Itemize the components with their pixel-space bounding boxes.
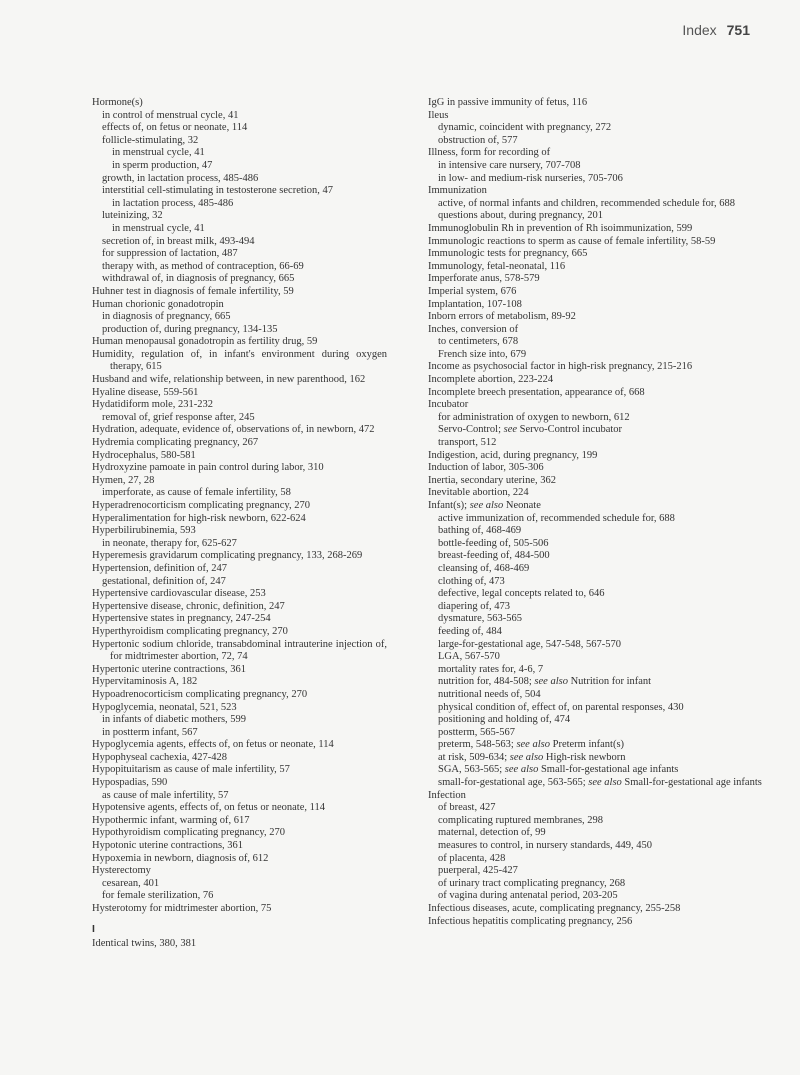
index-entry: Hypertonic sodium chloride, transabdominal intrauterine injection of, for midtrimester abortion, 72, 74	[92, 638, 387, 663]
index-entry: Hydrocephalus, 580-581	[92, 449, 196, 461]
index-subentry: questions about, during pregnancy, 201	[438, 210, 603, 222]
index-subentry: puerperal, 425-427	[438, 865, 518, 877]
index-entry: Inertia, secondary uterine, 362	[428, 474, 556, 486]
index-subentry	[428, 764, 773, 777]
index-entry: Hypoglycemia agents, effects of, on fetus or neonate, 114	[92, 739, 334, 751]
index-subentry: of placenta, 428	[438, 852, 506, 864]
index-column-right	[428, 97, 773, 928]
index-entry: Hyperthyroidism complicating pregnancy, 270	[92, 625, 288, 637]
index-subentry: withdrawal of, in diagnosis of pregnancy, 665	[102, 273, 295, 285]
index-entry: Indigestion, acid, during pregnancy, 199	[428, 449, 598, 461]
index-subentry: postterm, 565-567	[438, 726, 515, 738]
index-entry: Hypothyroidism complicating pregnancy, 270	[92, 827, 285, 839]
index-entry: Hypothermic infant, warming of, 617	[92, 814, 250, 826]
running-head: Index	[682, 22, 717, 38]
entry-text: SGA, 563-565;	[438, 764, 505, 776]
index-subentry: for administration of oxygen to newborn, 612	[438, 411, 630, 423]
index-subentry: mortality rates for, 4-6, 7	[438, 663, 544, 675]
index-subentry: in postterm infant, 567	[102, 726, 198, 738]
index-entry: Hypertensive cardiovascular disease, 253	[92, 588, 266, 600]
page-header	[682, 22, 750, 38]
index-subentry: transport, 512	[438, 437, 497, 449]
index-entry: Hypoxemia in newborn, diagnosis of, 612	[92, 852, 269, 864]
index-subentry: follicle-stimulating, 32	[102, 134, 199, 146]
index-entry: Induction of labor, 305-306	[428, 462, 544, 474]
index-subentry: interstitial cell-stimulating in testosterone secretion, 47	[102, 185, 333, 197]
index-entry: Hydroxyzine pamoate in pain control during labor, 310	[92, 462, 324, 474]
index-entry: Inches, conversion of	[428, 323, 519, 335]
index-entry: Immunization	[428, 185, 487, 197]
index-entry: Hypotensive agents, effects of, on fetus or neonate, 114	[92, 802, 325, 814]
index-subentry: gestational, definition of, 247	[102, 575, 226, 587]
index-entry: Hypophyseal cachexia, 427-428	[92, 751, 227, 763]
index-subentry: active immunization of, recommended schedule for, 688	[438, 512, 675, 524]
index-subentry: obstruction of, 577	[438, 134, 518, 146]
index-subentry	[428, 777, 773, 790]
cross-reference-label: see also	[504, 764, 539, 776]
index-subentry: in diagnosis of pregnancy, 665	[102, 311, 231, 323]
index-subentry: French size into, 679	[438, 348, 527, 360]
index-entry: Husband and wife, relationship between, in new parenthood, 162	[92, 374, 366, 386]
index-entry: Hyperemesis gravidarum complicating pregnancy, 133, 268-269	[92, 550, 363, 562]
index-letter-heading: I	[92, 922, 95, 935]
index-subentry: in control of menstrual cycle, 41	[102, 109, 239, 121]
index-entry: Infectious diseases, acute, complicating pregnancy, 255-258	[428, 903, 681, 914]
index-entry: Identical twins, 380, 381	[92, 938, 197, 950]
index-subentry: dynamic, coincident with pregnancy, 272	[438, 122, 612, 134]
entry-text: Preterm infant(s)	[549, 739, 625, 751]
index-subentry: therapy with, as method of contraception, 66-69	[102, 260, 304, 272]
entry-text: Servo-Control;	[438, 424, 504, 436]
index-entry: Hysterectomy	[92, 865, 151, 877]
index-entry: Income as psychosocial factor in high-risk pregnancy, 215-216	[428, 361, 693, 373]
cross-reference-label: see also	[469, 500, 504, 511]
cross-reference-label: see	[503, 424, 518, 436]
index-entry: Hydremia complicating pregnancy, 267	[92, 437, 259, 449]
index-entry: Ileus	[428, 109, 449, 121]
index-entry: Inevitable abortion, 224	[428, 487, 529, 499]
index-entry: Hypoadrenocorticism complicating pregnancy, 270	[92, 688, 308, 700]
index-subentry: in menstrual cycle, 41	[112, 147, 205, 159]
index-entry: Human chorionic gonadotropin	[92, 298, 224, 310]
index-entry: Hymen, 27, 28	[92, 474, 155, 486]
index-subentry: dysmature, 563-565	[438, 613, 522, 625]
index-subentry: of vagina during antenatal period, 203-205	[438, 890, 618, 902]
index-subentry: for suppression of lactation, 487	[102, 248, 238, 260]
index-subentry: breast-feeding of, 484-500	[438, 550, 550, 562]
index-subentry: in intensive care nursery, 707-708	[438, 159, 581, 171]
index-subentry: growth, in lactation process, 485-486	[102, 172, 259, 184]
index-subentry: removal of, grief response after, 245	[102, 411, 255, 423]
index-subentry: active, of normal infants and children, recommended schedule for, 688	[438, 197, 735, 209]
index-entry: Huhner test in diagnosis of female infertility, 59	[92, 285, 294, 297]
index-subentry: in low- and medium-risk nurseries, 705-706	[438, 172, 623, 184]
index-subentry: complicating ruptured membranes, 298	[438, 814, 604, 826]
index-entry	[428, 500, 773, 513]
index-subentry: clothing of, 473	[438, 575, 505, 587]
index-entry: Hypertension, definition of, 247	[92, 562, 228, 574]
cross-reference-label: see also	[588, 777, 622, 789]
index-column-left	[92, 97, 387, 951]
index-entry: Hyperbilirubinemia, 593	[92, 525, 196, 537]
index-entry: Implantation, 107-108	[428, 298, 522, 310]
index-entry: Incomplete breech presentation, appearance of, 668	[428, 386, 645, 398]
index-subentry	[428, 752, 773, 765]
entry-text: Neonate	[503, 500, 541, 511]
entry-text: Infant(s);	[428, 500, 470, 511]
index-entry: Hormone(s)	[92, 97, 143, 108]
entry-text: Nutrition for infant	[567, 676, 652, 688]
index-entry: Immunologic tests for pregnancy, 665	[428, 248, 588, 260]
entry-text: High-risk newborn	[543, 751, 626, 763]
index-entry: IgG in passive immunity of fetus, 116	[428, 97, 588, 108]
index-entry: Hypopituitarism as cause of male infertility, 57	[92, 764, 290, 776]
index-subentry: imperforate, as cause of female infertility, 58	[102, 487, 291, 499]
index-subentry: large-for-gestational age, 547-548, 567-570	[438, 638, 621, 650]
index-subentry: in menstrual cycle, 41	[112, 222, 205, 234]
page-number: 751	[726, 22, 750, 38]
index-subentry: positioning and holding of, 474	[438, 714, 571, 726]
index-subentry: cleansing of, 468-469	[438, 562, 530, 574]
index-entry: Infection	[428, 789, 466, 801]
index-entry: Hypervitaminosis A, 182	[92, 676, 198, 688]
index-entry: Hypertensive disease, chronic, definition, 247	[92, 600, 285, 612]
index-subentry: production of, during pregnancy, 134-135	[102, 323, 278, 335]
entry-text: nutrition for, 484-508;	[438, 676, 535, 688]
index-entry: Humidity, regulation of, in infant's environment during oxygen therapy, 615	[92, 348, 387, 373]
entry-text: Servo-Control incubator	[517, 424, 623, 436]
index-subentry: bottle-feeding of, 505-506	[438, 537, 549, 549]
index-entry: Infectious hepatitis complicating pregnancy, 256	[428, 915, 633, 927]
cross-reference-label: see also	[509, 751, 544, 763]
index-entry: Illness, form for recording of	[428, 147, 551, 159]
index-entry: Incomplete abortion, 223-224	[428, 374, 554, 386]
index-entry: Immunologic reactions to sperm as cause of female infertility, 58-59	[428, 235, 716, 247]
index-entry: Human menopausal gonadotropin as fertility drug, 59	[92, 336, 318, 348]
index-subentry: of breast, 427	[438, 802, 496, 814]
index-subentry: effects of, on fetus or neonate, 114	[102, 122, 248, 134]
entry-text: small-for-gestational age, 563-565;	[438, 777, 589, 789]
entry-text: Small-for-gestational age infants	[538, 764, 679, 776]
index-subentry: in sperm production, 47	[112, 159, 213, 171]
index-entry: Hypertensive states in pregnancy, 247-254	[92, 613, 271, 625]
index-subentry: LGA, 567-570	[438, 651, 500, 663]
index-subentry	[428, 424, 773, 437]
index-subentry: feeding of, 484	[438, 625, 502, 637]
index-entry: Hydatidiform mole, 231-232	[92, 399, 214, 411]
index-subentry	[428, 676, 773, 689]
index-subentry: as cause of male infertility, 57	[102, 789, 229, 801]
index-subentry: luteinizing, 32	[102, 210, 163, 222]
index-entry: Imperforate anus, 578-579	[428, 273, 540, 285]
index-entry: Hypoglycemia, neonatal, 521, 523	[92, 701, 237, 713]
index-entry: Hyaline disease, 559-561	[92, 386, 199, 398]
index-subentry: for female sterilization, 76	[102, 890, 214, 902]
entry-text: preterm, 548-563;	[438, 739, 517, 751]
cross-reference-label: see also	[516, 739, 550, 751]
index-subentry: defective, legal concepts related to, 646	[438, 588, 605, 600]
index-entry: Hyperalimentation for high-risk newborn, 622-624	[92, 512, 306, 524]
index-entry: Incubator	[428, 399, 469, 411]
index-entry: Hyperadrenocorticism complicating pregnancy, 270	[92, 500, 310, 511]
index-subentry: physical condition of, effect of, on parental responses, 430	[438, 701, 684, 713]
index-subentry	[428, 739, 773, 752]
index-entry: Immunoglobulin Rh in prevention of Rh isoimmunization, 599	[428, 222, 693, 234]
index-subentry: to centimeters, 678	[438, 336, 519, 348]
index-subentry: maternal, detection of, 99	[438, 827, 546, 839]
entry-text: Small-for-gestational age infants	[621, 777, 762, 789]
index-subentry: in neonate, therapy for, 625-627	[102, 537, 237, 549]
index-subentry: in infants of diabetic mothers, 599	[102, 714, 247, 726]
index-entry: Immunology, fetal-neonatal, 116	[428, 260, 566, 272]
index-subentry: bathing of, 468-469	[438, 525, 522, 537]
index-entry: Hypertonic uterine contractions, 361	[92, 663, 246, 675]
index-subentry: diapering of, 473	[438, 600, 511, 612]
entry-text: at risk, 509-634;	[438, 751, 510, 763]
index-subentry: cesarean, 401	[102, 877, 160, 889]
index-subentry: nutritional needs of, 504	[438, 688, 541, 700]
index-entry: Hypotonic uterine contractions, 361	[92, 840, 244, 852]
index-entry: Hysterotomy for midtrimester abortion, 75	[92, 903, 272, 914]
index-entry: Hypospadias, 590	[92, 777, 168, 789]
index-subentry: of urinary tract complicating pregnancy, 268	[438, 877, 626, 889]
cross-reference-label: see also	[534, 676, 568, 688]
index-entry: Inborn errors of metabolism, 89-92	[428, 311, 576, 323]
index-entry: Imperial system, 676	[428, 285, 517, 297]
index-subentry: in lactation process, 485-486	[112, 197, 234, 209]
index-entry: Hydration, adequate, evidence of, observations of, in newborn, 472	[92, 424, 375, 436]
index-subentry: measures to control, in nursery standards, 449, 450	[438, 840, 653, 852]
index-subentry: secretion of, in breast milk, 493-494	[102, 235, 255, 247]
